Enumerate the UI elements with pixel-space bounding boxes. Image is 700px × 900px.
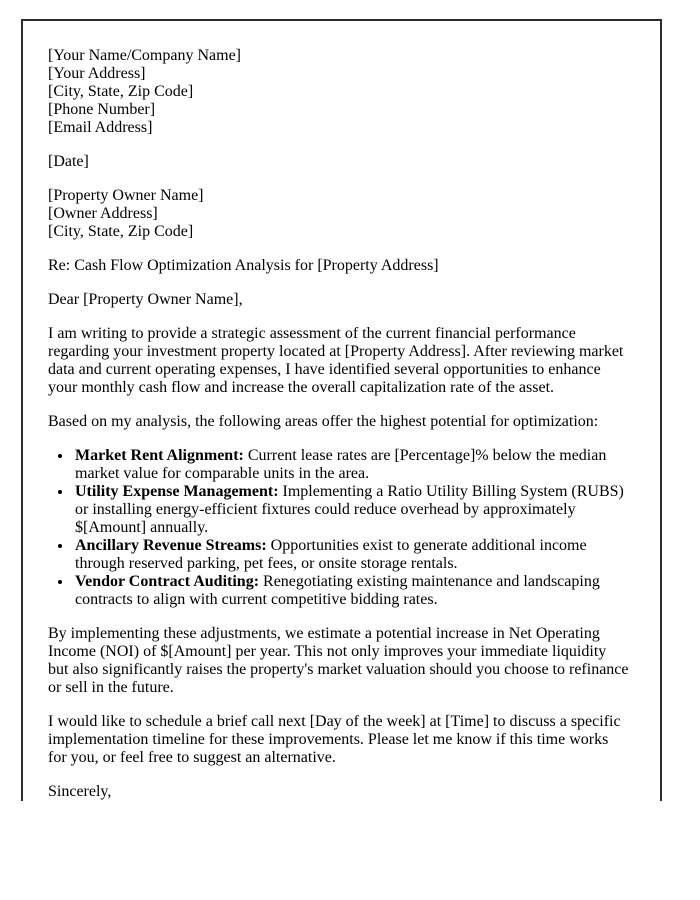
bullet-label: Vendor Contract Auditing:: [75, 573, 260, 590]
analysis-lead-in: Based on my analysis, the following areas offer the highest potential for optimization:: [48, 413, 599, 430]
recipient-line-city: [City, State, Zip Code]: [48, 223, 194, 240]
list-item-vendor-contract: [73, 573, 630, 609]
bullet-label: Ancillary Revenue Streams:: [75, 537, 267, 554]
sender-line-name: [Your Name/Company Name]: [48, 47, 242, 64]
subject-line: Re: Cash Flow Optimization Analysis for [Property Address]: [48, 257, 439, 274]
list-item-market-rent: [73, 447, 630, 483]
sender-line-phone: [Phone Number]: [48, 101, 156, 118]
list-item-ancillary-revenue: [73, 537, 630, 573]
recipient-line-name: [Property Owner Name]: [48, 187, 204, 204]
date-line: [Date]: [48, 153, 89, 170]
recipient-block: [48, 187, 630, 241]
salutation: Dear [Property Owner Name],: [48, 291, 243, 308]
optimization-list: [48, 447, 630, 609]
bullet-label: Utility Expense Management:: [75, 483, 279, 500]
list-item-utility-expense: [73, 483, 630, 537]
bullet-text: Implementing a Ratio Utility Billing System (RUBS) or installing energy-efficient fixtures could reduce overhead by approximately $[Amount] annually.: [75, 483, 624, 536]
sender-line-address: [Your Address]: [48, 65, 146, 82]
letter-page: [21, 19, 662, 801]
noi-paragraph: By implementing these adjustments, we estimate a potential increase in Net Operating Income (NOI) of $[Amount] per year. This not only improves your immediate liquidity but also significantly raises the property's market valuation should you choose to refinance or sell in the future.: [48, 625, 629, 696]
bullet-text: Renegotiating existing maintenance and landscaping contracts to align with current competitive bidding rates.: [75, 573, 600, 608]
intro-paragraph: I am writing to provide a strategic assessment of the current financial performance regarding your investment property located at [Property Address]. After reviewing market data and current operating expenses, I have identified several opportunities to enhance your monthly cash flow and increase the overall capitalization rate of the asset.: [48, 325, 624, 396]
bullet-text: Opportunities exist to generate additional income through reserved parking, pet fees, or onsite storage rentals.: [75, 537, 587, 572]
signoff: Sincerely,: [48, 783, 112, 800]
bullet-label: Market Rent Alignment:: [75, 447, 244, 464]
bullet-text: Current lease rates are [Percentage]% below the median market value for comparable units in the area.: [75, 447, 607, 482]
sender-block: [48, 47, 630, 137]
sender-line-city: [City, State, Zip Code]: [48, 83, 194, 100]
sender-line-email: [Email Address]: [48, 119, 153, 136]
recipient-line-address: [Owner Address]: [48, 205, 158, 222]
schedule-paragraph: I would like to schedule a brief call next [Day of the week] at [Time] to discuss a specific implementation timeline for these improvements. Please let me know if this time works for you, or feel free to suggest an alternative.: [48, 713, 621, 766]
